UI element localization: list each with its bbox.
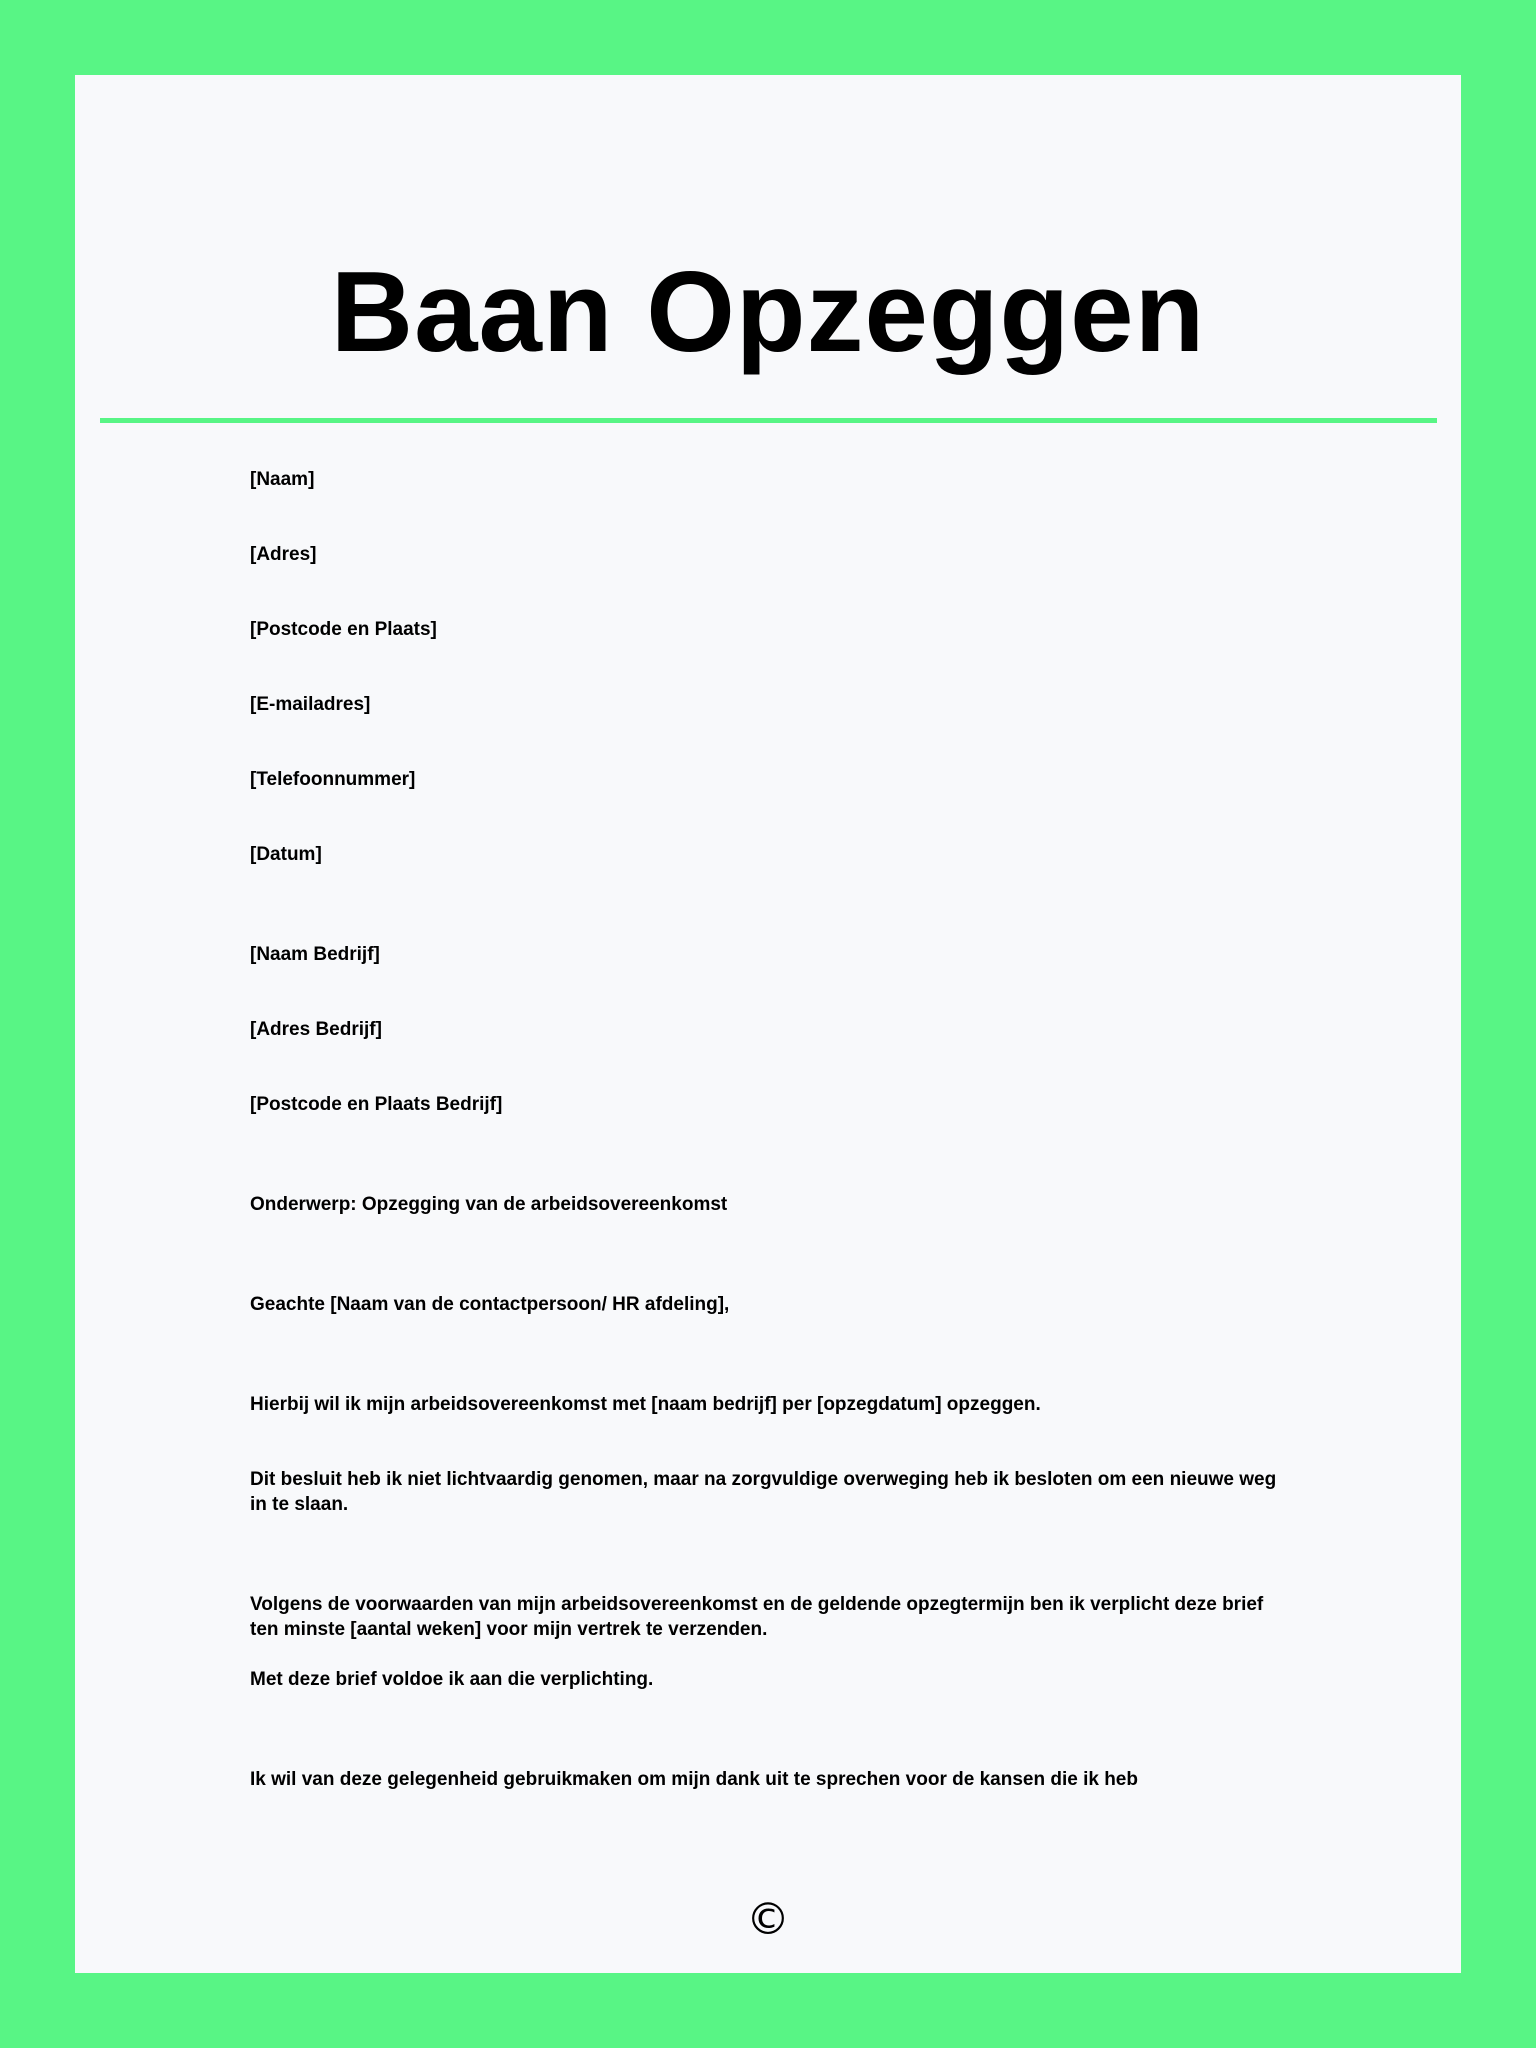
- paragraph: Dit besluit heb ik niet lichtvaardig genomen, maar na zorgvuldige overweging heb ik besloten om een nieuwe weg in te slaan.: [250, 1469, 1277, 1515]
- sender-address: [Adres]: [250, 544, 317, 565]
- title-divider: [100, 418, 1437, 423]
- paragraph: Volgens de voorwaarden van mijn arbeidsovereenkomst en de geldende opzegtermijn ben ik verplicht deze brief ten minste [aantal weken] voor mijn vertrek te verzenden.: [250, 1594, 1264, 1640]
- sender-phone: [Telefoonnummer]: [250, 769, 416, 790]
- letter-salutation: Geachte [Naam van de contactpersoon/ HR afdeling],: [250, 1294, 730, 1315]
- sender-postcode-city: [Postcode en Plaats]: [250, 619, 437, 640]
- sender-name: [Naam]: [250, 469, 315, 490]
- copyright-icon: ©: [746, 1894, 790, 1945]
- letter-page: [75, 75, 1461, 1973]
- recipient-company: [Naam Bedrijf]: [250, 944, 380, 965]
- paragraph: Hierbij wil ik mijn arbeidsovereenkomst met [naam bedrijf] per [opzegdatum] opzeggen.: [250, 1394, 1041, 1415]
- letter-subject: Onderwerp: Opzegging van de arbeidsovereenkomst: [250, 1194, 728, 1215]
- letter-date: [Datum]: [250, 844, 322, 865]
- paragraph: Ik wil van deze gelegenheid gebruikmaken om mijn dank uit te sprechen voor de kansen die ik heb: [250, 1769, 1138, 1790]
- page-title: Baan Opzeggen: [330, 249, 1206, 376]
- sender-email: [E-mailadres]: [250, 694, 371, 715]
- title-container: [75, 243, 1461, 383]
- recipient-address: [Adres Bedrijf]: [250, 1019, 382, 1040]
- paragraph: Met deze brief voldoe ik aan die verplichting.: [250, 1669, 654, 1690]
- recipient-postcode-city: [Postcode en Plaats Bedrijf]: [250, 1094, 503, 1115]
